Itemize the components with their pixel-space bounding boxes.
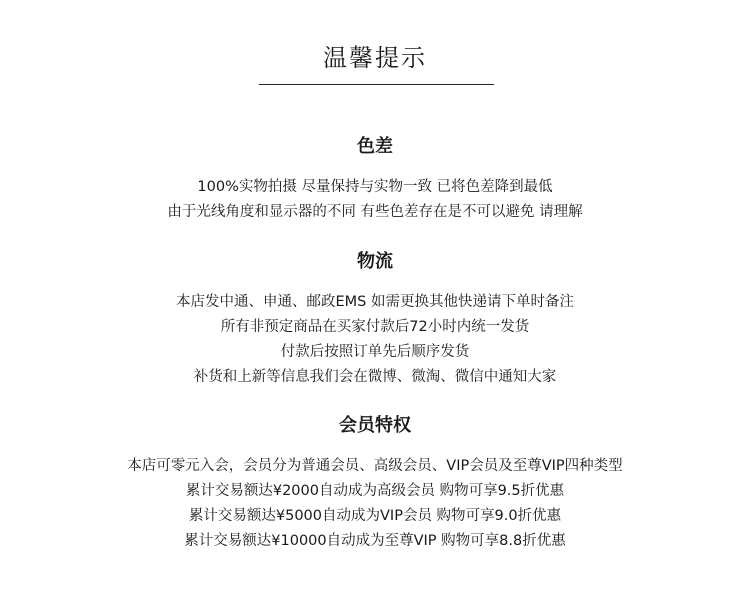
page-title: 温馨提示 (323, 44, 427, 72)
section-line: 所有非预定商品在买家付款后72小时内统一发货 (220, 319, 530, 335)
section-line: 累计交易额达¥10000自动成为至尊VIP 购物可享8.8折优惠 (184, 533, 566, 549)
membership-section (0, 412, 750, 554)
section-line: 由于光线角度和显示器的不同 有些色差存在是不可以避免 请理解 (167, 204, 583, 220)
section-line: 补货和上新等信息我们会在微博、微淘、微信中通知大家 (193, 369, 557, 385)
shipping-section (0, 248, 750, 390)
color-difference-section (0, 133, 750, 225)
section-line: 付款后按照订单先后顺序发货 (280, 344, 470, 360)
section-line: 累计交易额达¥2000自动成为高级会员 购物可享9.5折优惠 (185, 483, 565, 499)
section-line: 本店发中通、申通、邮政EMS 如需更换其他快递请下单时备注 (176, 294, 574, 310)
title-underline (259, 84, 494, 85)
section-line: 100%实物拍摄 尽量保持与实物一致 已将色差降到最低 (197, 179, 553, 195)
section-line: 累计交易额达¥5000自动成为VIP会员 购物可享9.0折优惠 (188, 508, 562, 524)
section-heading: 色差 (357, 136, 393, 157)
section-line: 本店可零元入会，会员分为普通会员、高级会员、VIP会员及至尊VIP四种类型 (127, 458, 623, 474)
section-heading: 会员特权 (339, 415, 411, 436)
section-heading: 物流 (357, 251, 393, 272)
